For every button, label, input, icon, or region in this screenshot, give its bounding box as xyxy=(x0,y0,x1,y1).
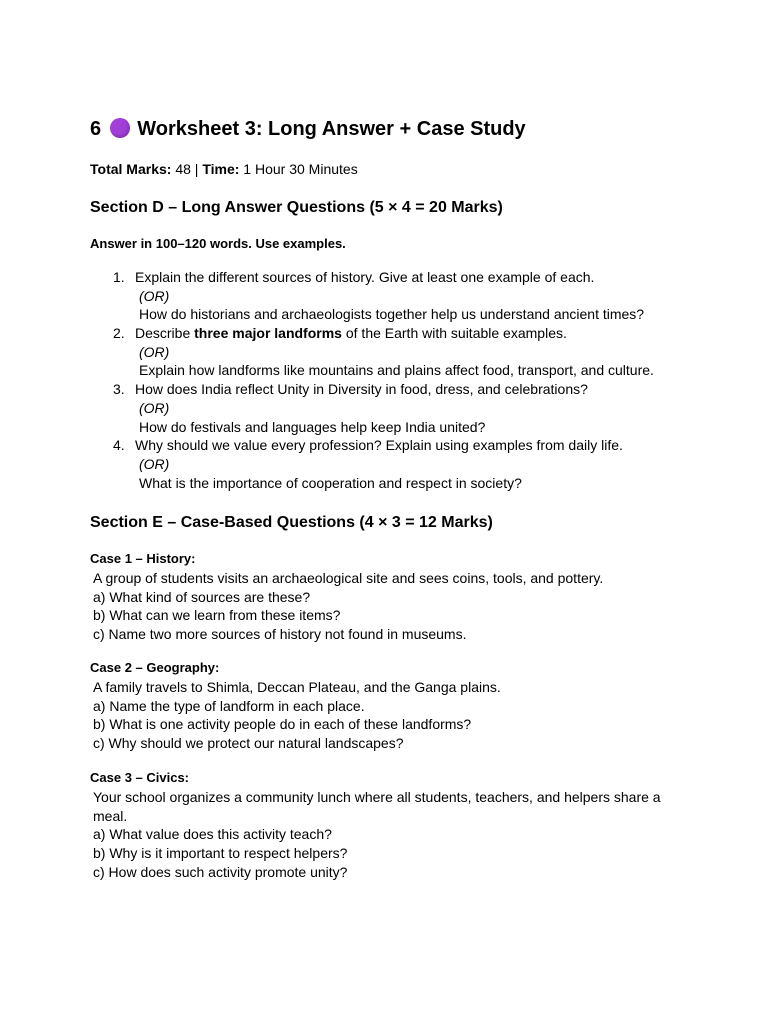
case-question: c) How does such activity promote unity? xyxy=(93,863,348,880)
question-text-bold: three major landforms xyxy=(194,325,342,342)
or-label: (OR) xyxy=(139,287,170,304)
question-text xyxy=(135,324,567,343)
question-text-start: Describe xyxy=(135,325,195,342)
section-d-heading: Section D – Long Answer Questions (5 × 4 = 20 Marks) xyxy=(90,199,503,216)
case-question: c) Why should we protect our natural landscapes? xyxy=(93,735,404,752)
case-question: c) Name two more sources of history not found in museums. xyxy=(93,626,467,643)
question-text: Explain the different sources of history. Give at least one example of each. xyxy=(135,269,595,285)
time-label: Time: xyxy=(202,161,240,177)
total-marks-label: Total Marks: xyxy=(90,161,172,177)
question-item xyxy=(90,380,690,399)
page-title xyxy=(90,116,690,142)
title-text: Worksheet 3: Long Answer + Case Study xyxy=(137,118,526,140)
question-number: 2. xyxy=(113,325,125,342)
case-title: Case 1 – History: xyxy=(90,551,196,566)
case-question: a) What kind of sources are these? xyxy=(93,588,311,605)
alternative-question: Explain how landforms like mountains and plains affect food, transport, and culture. xyxy=(139,362,654,379)
alternative-question: How do festivals and languages help keep India united? xyxy=(139,418,486,435)
case-title: Case 3 – Civics: xyxy=(90,770,190,785)
time-value: 1 Hour 30 Minutes xyxy=(239,161,358,177)
section-e-heading: Section E – Case-Based Questions (4 × 3 = 12 Marks) xyxy=(90,514,493,531)
question-list xyxy=(90,268,690,492)
question-number: 3. xyxy=(113,381,125,398)
marks-time-line xyxy=(90,160,358,178)
question-item xyxy=(90,324,690,343)
or-label: (OR) xyxy=(139,343,170,360)
or-label: (OR) xyxy=(139,399,170,416)
question-number: 1. xyxy=(113,269,125,285)
case-question: a) What value does this activity teach? xyxy=(93,826,332,843)
case-block-history xyxy=(90,550,670,644)
case-block-geography xyxy=(90,659,670,753)
case-question: b) Why is it important to respect helpers? xyxy=(93,845,348,862)
case-scenario: A group of students visits an archaeological site and sees coins, tools, and pottery. xyxy=(93,569,604,586)
case-block-civics xyxy=(90,769,670,882)
case-scenario: Your school organizes a community lunch where all students, teachers, and helpers share a meal. xyxy=(93,788,661,824)
purple-circle-icon xyxy=(110,118,130,138)
question-item xyxy=(90,268,690,287)
or-label: (OR) xyxy=(139,455,170,472)
alternative-question: What is the importance of cooperation and respect in society? xyxy=(139,474,522,491)
section-d-instruction: Answer in 100–120 words. Use examples. xyxy=(90,236,346,251)
question-text: Why should we value every profession? Explain using examples from daily life. xyxy=(135,437,623,454)
total-marks-value: 48 | xyxy=(171,161,203,177)
question-text-end: of the Earth with suitable examples. xyxy=(341,325,567,342)
case-question: b) What is one activity people do in each of these landforms? xyxy=(93,716,472,733)
question-item xyxy=(90,436,690,455)
question-text: How does India reflect Unity in Diversity in food, dress, and celebrations? xyxy=(135,381,588,398)
case-title: Case 2 – Geography: xyxy=(90,660,220,675)
title-number: 6 xyxy=(90,118,102,140)
alternative-question: How do historians and archaeologists together help us understand ancient times? xyxy=(139,306,645,323)
question-number: 4. xyxy=(113,437,125,454)
case-question: a) Name the type of landform in each place. xyxy=(93,697,365,714)
case-scenario: A family travels to Shimla, Deccan Plateau, and the Ganga plains. xyxy=(93,678,501,695)
case-question: b) What can we learn from these items? xyxy=(93,607,341,624)
